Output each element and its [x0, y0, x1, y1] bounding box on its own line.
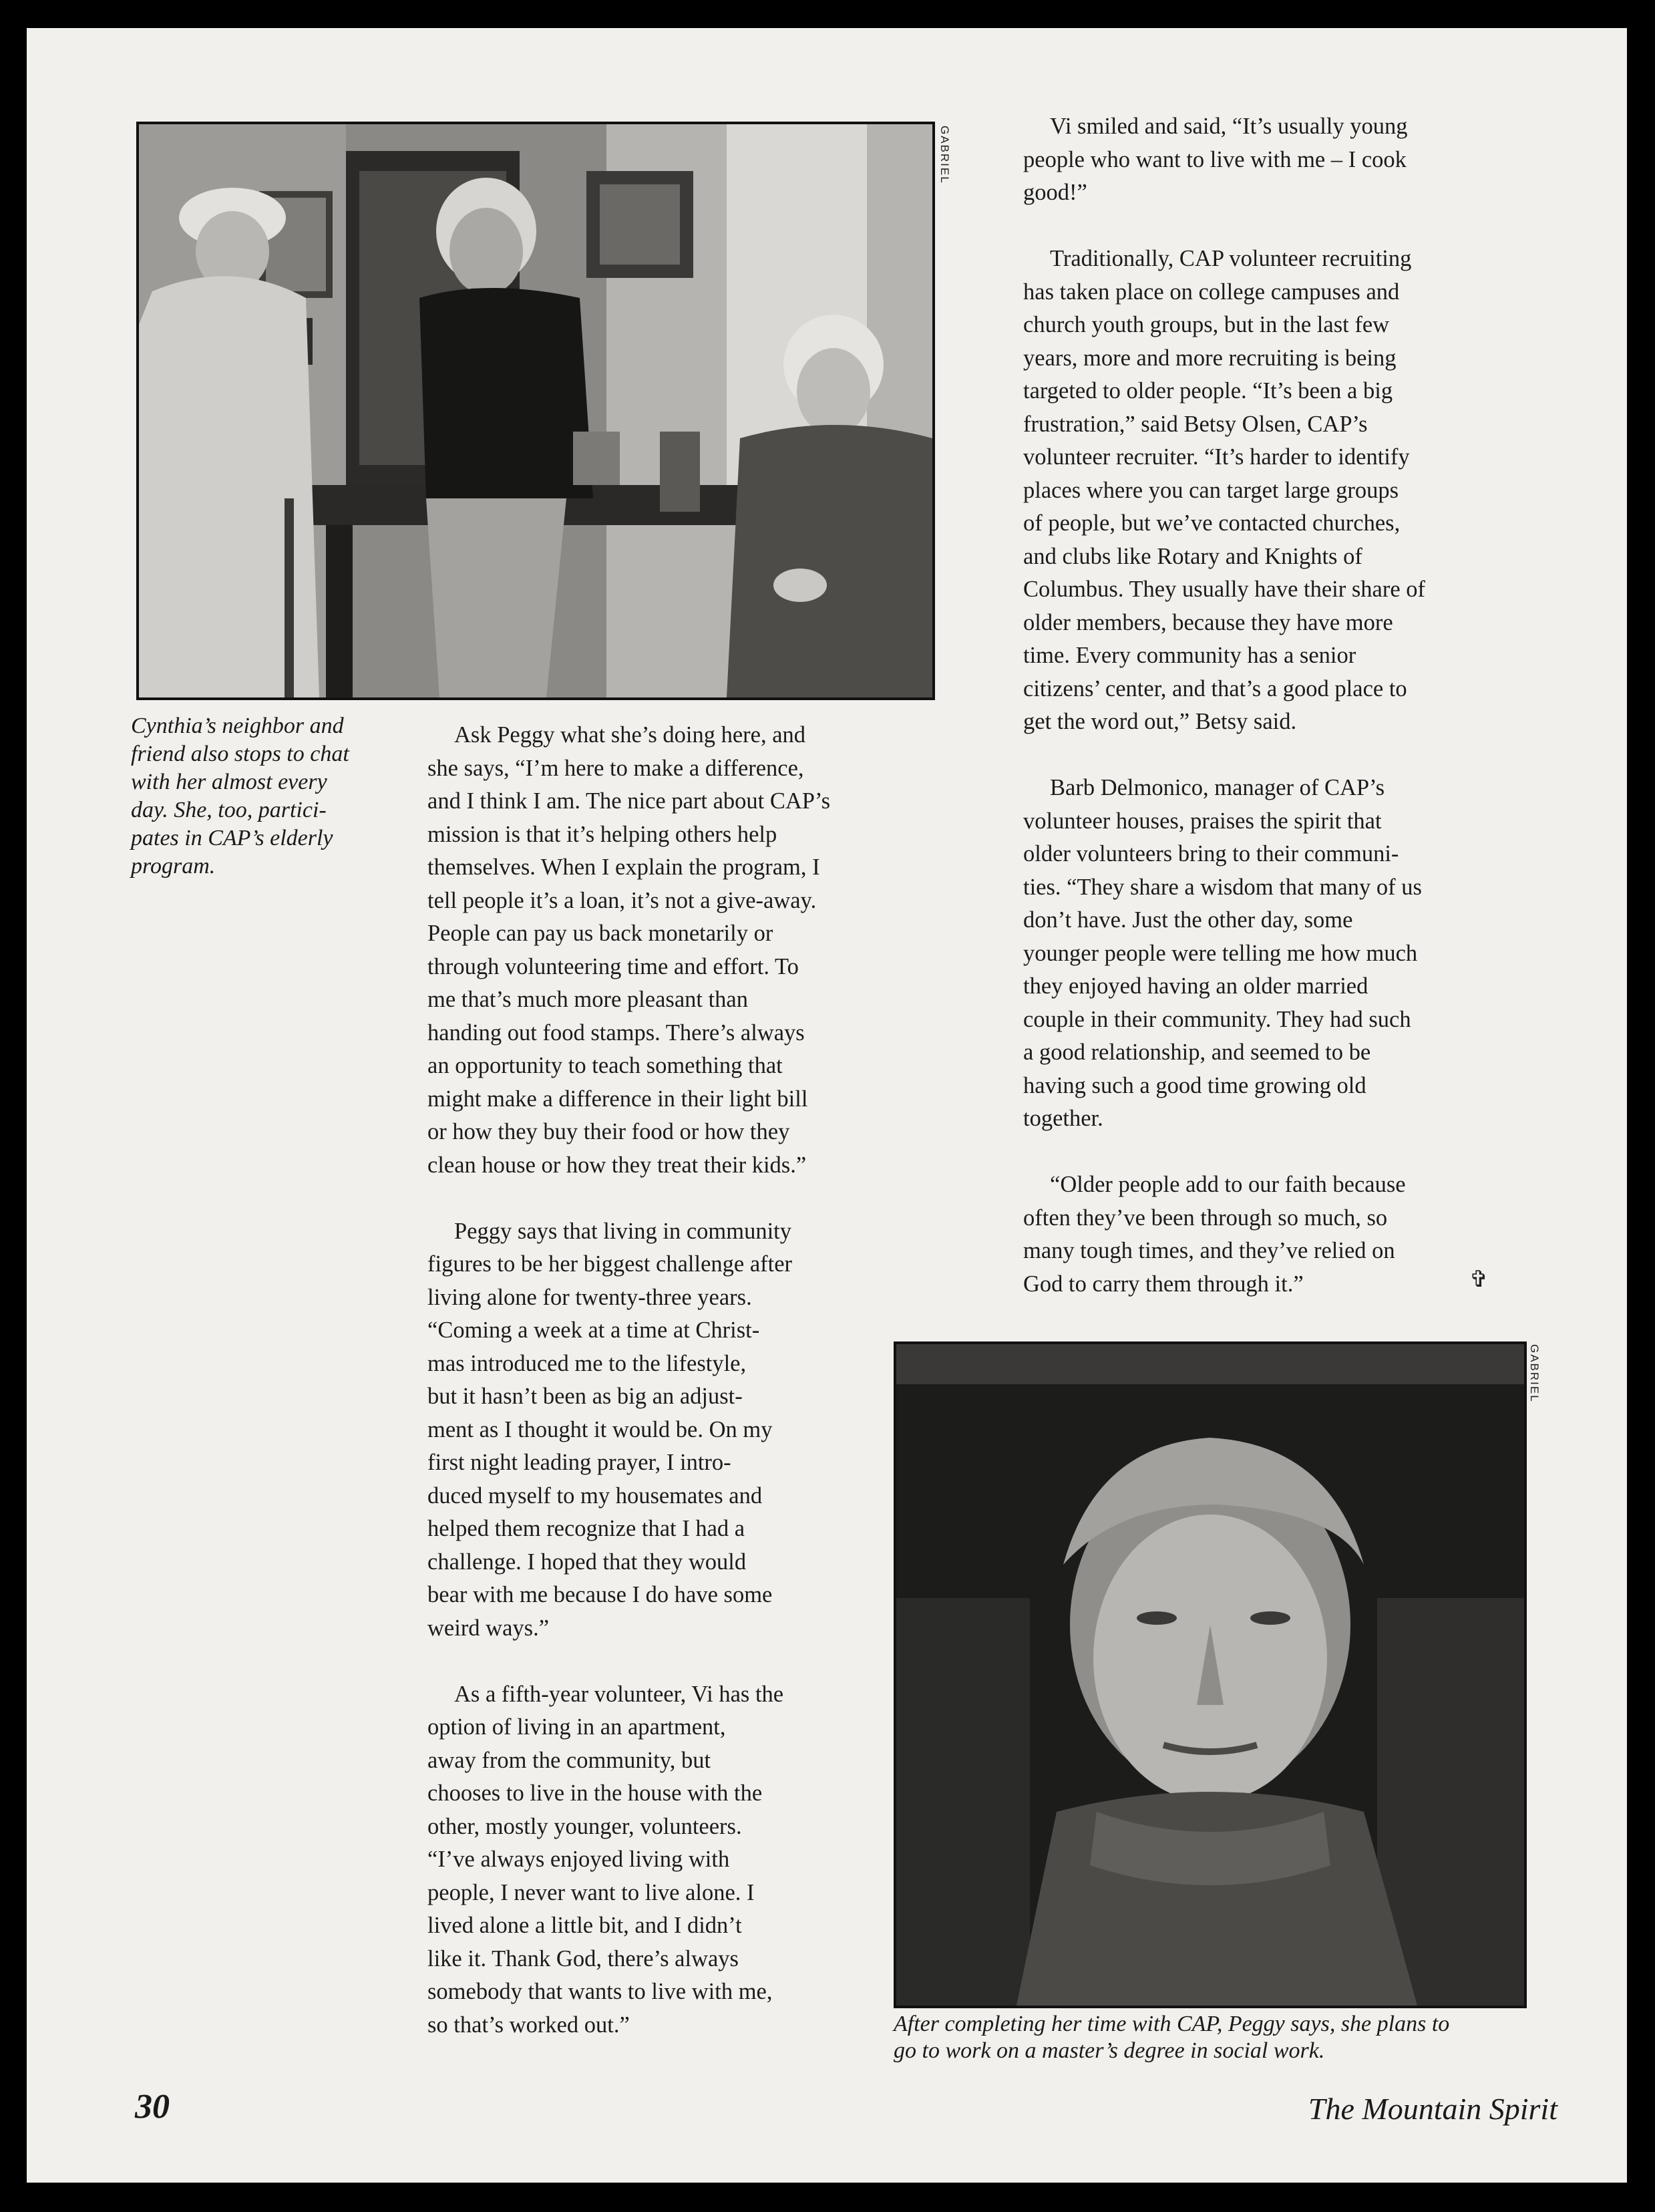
- photo-caption-top: Cynthia’s neighbor and friend also stops to chat with her almost every day. She, too, partici- pates in CAP’s elderly program.: [131, 714, 349, 879]
- article-column-right: [1023, 110, 1557, 1301]
- photo-credit-bottom: GABRIEL: [1528, 1344, 1541, 1403]
- article-paragraph: Barb Delmonico, manager of CAP’s volunteer houses, praises the spirit that older volunteers bring to their communi- ties. “They share a wisdom that many of us don’t have. Just the other day, some younger people were telling me how much they enjoyed having an older married couple in their community. They had such a good relationship, and seemed to be having such a good time growing old together.: [1023, 775, 1422, 1131]
- article-column-left: [427, 719, 955, 2042]
- article-paragraph: As a fifth-year volunteer, Vi has the option of living in an apartment, away from the community, but chooses to live in the house with the other, mostly younger, volunteers. “I’ve always enjoyed living with people, I never want to live alone. I lived alone a little bit, and I didn’t like it. Thank God, there’s always somebody that wants to live with me, so that’s worked out.”: [427, 1681, 784, 2038]
- article-paragraph: Vi smiled and said, “It’s usually young people who want to live with me – I cook good!”: [1023, 114, 1408, 205]
- article-paragraph: Traditionally, CAP volunteer recruiting has taken place on college campuses and church youth groups, but in the last few years, more and more recruiting is being targeted to older people. “It’s been a big frustration,” said Betsy Olsen, CAP’s volunteer recruiter. “It’s harder to identify places where you can target large groups of people, but we’ve contacted churches, and clubs like Rotary and Knights of Columbus. They usually have their share of older members, because they have more time. Every community has a senior citizens’ center, and that’s a good place to get the word out,” Betsy said.: [1023, 246, 1426, 734]
- photo-women-dining-room: [136, 122, 935, 700]
- photo-credit-top: GABRIEL: [938, 126, 951, 184]
- page-number: 30: [135, 2088, 170, 2126]
- photo-peggy-portrait: [894, 1341, 1527, 2008]
- photo-caption-bottom: After completing her time with CAP, Peggy says, she plans to go to work on a master’s degree in social work.: [894, 2012, 1450, 2063]
- magazine-page: [27, 28, 1627, 2183]
- magazine-title: The Mountain Spirit: [1308, 2092, 1557, 2126]
- article-paragraph: Peggy says that living in community figures to be her biggest challenge after living alone for twenty-three years. “Coming a week at a time at Christ- mas introduced me to the lifestyle, but it hasn’t been as big an adjust- ment as I thought it would be. On my first night leading prayer, I intro- duced myself to my housemates and helped them recognize that I had a challenge. I hoped that they would bear with me because I do have some weird ways.”: [427, 1218, 793, 1641]
- article-paragraph: “Older people add to our faith because often they’ve been through so much, so many tough times, and they’ve relied on God to carry them through it.”: [1023, 1172, 1406, 1297]
- end-of-article-cross-icon: ✞: [1469, 1267, 1489, 1292]
- article-paragraph: Ask Peggy what she’s doing here, and she says, “I’m here to make a difference, and I think I am. The nice part about CAP’s mission is that it’s helping others help themselves. When I explain the program, I tell people it’s a loan, it’s not a give-away. People can pay us back monetarily or through volunteering time and effort. To me that’s much more pleasant than handing out food stamps. There’s always an opportunity to teach something that might make a difference in their light bill or how they buy their food or how they clean house or how they treat their kids.”: [427, 722, 830, 1178]
